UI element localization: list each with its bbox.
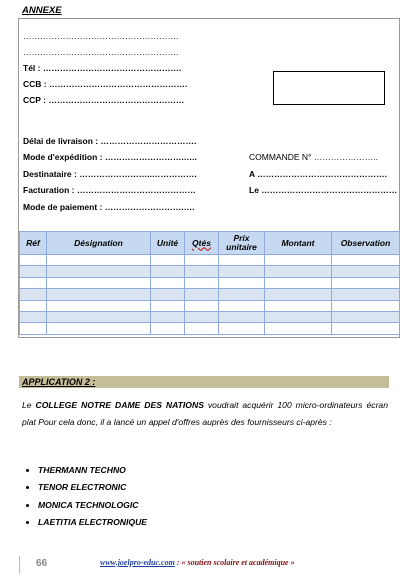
footer-tagline: : « soutien scolaire et académique » <box>174 558 295 567</box>
supplier-list <box>24 462 147 532</box>
table-cell <box>47 300 151 311</box>
supplier-item: • THERMANN TECHNO <box>38 462 147 479</box>
table-cell <box>185 255 219 266</box>
table-cell <box>265 255 332 266</box>
table-cell <box>47 289 151 300</box>
col-ref: Réf <box>20 232 47 255</box>
header-line-1: ………………………………………………. <box>23 31 179 41</box>
table-cell <box>219 255 265 266</box>
college-name: COLLEGE NOTRE DAME DES NATIONS <box>35 400 204 410</box>
table-cell <box>219 323 265 334</box>
application-title: APPLICATION 2 : <box>22 377 96 387</box>
table-cell <box>219 311 265 322</box>
table-cell <box>265 266 332 277</box>
supplier-item: • LAETITIA ELECTRONIQUE <box>38 514 147 531</box>
table-cell <box>47 277 151 288</box>
delai-field: Délai de livraison : ……………………………. <box>23 136 197 146</box>
a-field: A ………………………………………. <box>249 169 388 179</box>
footer-text <box>100 558 295 567</box>
supplier-item: • MONICA TECHNOLOGIC <box>38 497 147 514</box>
table-row <box>20 255 400 266</box>
table-cell <box>332 323 400 334</box>
address-box <box>273 71 385 105</box>
table-row <box>20 323 400 334</box>
table-cell <box>332 266 400 277</box>
table-row <box>20 289 400 300</box>
col-unite: Unité <box>151 232 185 255</box>
table-header-row <box>20 232 400 255</box>
table-cell <box>219 300 265 311</box>
table-cell <box>151 266 185 277</box>
col-prix-unitaire: Prix unitaire <box>219 232 265 255</box>
table-cell <box>47 266 151 277</box>
table-cell <box>185 300 219 311</box>
table-cell <box>20 311 47 322</box>
table-cell <box>47 323 151 334</box>
header-line-2: ………………………………………………. <box>23 47 179 57</box>
table-cell <box>151 255 185 266</box>
application-paragraph <box>22 397 388 430</box>
table-row <box>20 311 400 322</box>
col-qtes: Qtés <box>185 232 219 255</box>
table-cell <box>47 255 151 266</box>
table-cell <box>185 311 219 322</box>
table-cell <box>151 300 185 311</box>
footer-divider <box>19 556 20 574</box>
table-cell <box>20 289 47 300</box>
table-cell <box>185 277 219 288</box>
table-cell <box>219 289 265 300</box>
order-table <box>19 231 400 335</box>
col-montant: Montant <box>265 232 332 255</box>
table-cell <box>332 255 400 266</box>
table-cell <box>185 289 219 300</box>
table-cell <box>20 300 47 311</box>
table-cell <box>151 311 185 322</box>
table-cell <box>332 311 400 322</box>
table-cell <box>265 277 332 288</box>
table-cell <box>151 323 185 334</box>
facturation-field: Facturation : …………………………………… <box>23 185 196 195</box>
table-cell <box>20 266 47 277</box>
tel-line: Tél : …………………………………………. <box>23 63 182 73</box>
table-cell <box>265 300 332 311</box>
annexe-title: ANNEXE <box>22 5 62 16</box>
table-row <box>20 266 400 277</box>
table-cell <box>185 323 219 334</box>
table-cell <box>332 277 400 288</box>
footer-link[interactable]: www.joelpro-educ.com <box>100 558 175 567</box>
table-cell <box>20 277 47 288</box>
table-cell <box>20 323 47 334</box>
page-number: 66 <box>36 558 48 569</box>
mode-paiement-field: Mode de paiement : ……………………….…. <box>23 202 195 212</box>
table-row <box>20 300 400 311</box>
table-cell <box>185 266 219 277</box>
table-cell <box>219 266 265 277</box>
table-cell <box>20 255 47 266</box>
table-cell <box>332 289 400 300</box>
le-field: Le ………………………………………… <box>249 185 398 195</box>
table-cell <box>47 311 151 322</box>
table-cell <box>265 289 332 300</box>
commande-field: COMMANDE N° ………………….. <box>249 152 379 162</box>
paragraph-rest: voudrait acquérir 100 micro-ordinateurs écran plat Pour cela donc, il a lancé un appel d'offres auprès des fournisseurs ci-après : <box>22 400 388 427</box>
ccb-line: CCB : …………………………………………. <box>23 79 188 89</box>
mode-expedition-field: Mode d'expédition : ……………………….….. <box>23 152 197 162</box>
supplier-item: • TENOR ELECTRONIC <box>38 479 147 496</box>
table-cell <box>151 277 185 288</box>
paragraph-prefix: Le <box>22 400 36 410</box>
col-observation: Observation <box>332 232 400 255</box>
table-cell <box>151 289 185 300</box>
table-cell <box>219 277 265 288</box>
table-cell <box>265 323 332 334</box>
table-cell <box>265 311 332 322</box>
col-designation: Désignation <box>47 232 151 255</box>
destinataire-field: Destinataire : ……………………..……………. <box>23 169 197 179</box>
table-cell <box>332 300 400 311</box>
table-row <box>20 277 400 288</box>
ccp-line: CCP : ………………………………………… <box>23 95 185 105</box>
